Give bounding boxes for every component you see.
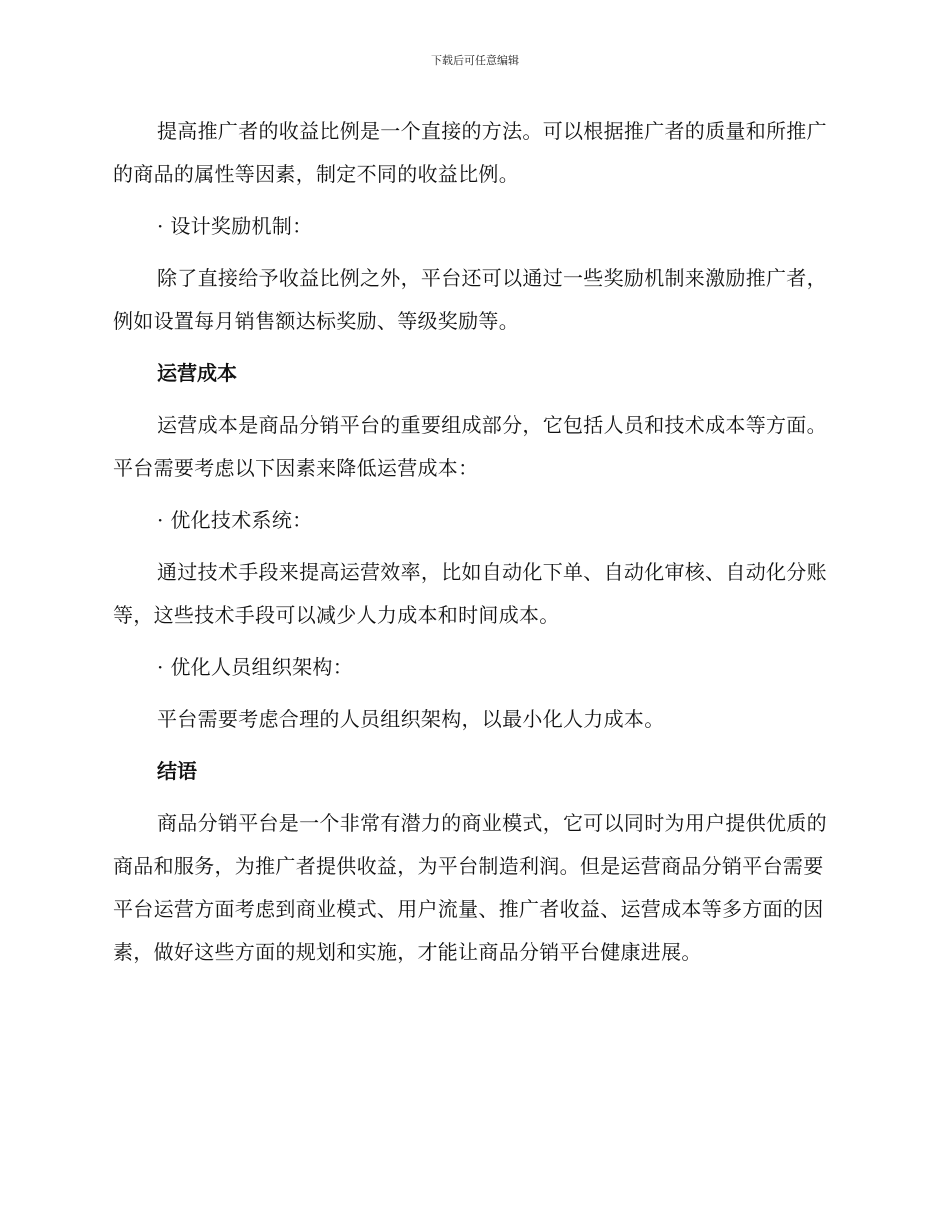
- page-header: 下载后可任意编辑: [431, 54, 519, 67]
- document-body: [113, 110, 833, 974]
- paragraph-reward-mechanism: 除了直接给予收益比例之外，平台还可以通过一些奖励机制来激励推广者，例如设置每月销售额达标奖励、等级奖励等。: [113, 266, 827, 333]
- heading-conclusion: 结语: [157, 759, 197, 783]
- paragraph-commission-ratio: 提高推广者的收益比例是一个直接的方法。可以根据推广者的质量和所推广的商品的属性等因素，制定不同的收益比例。: [113, 119, 827, 186]
- paragraph-optimize-tech: 通过技术手段来提高运营效率，比如自动化下单、自动化审核、自动化分账等，这些技术手段可以减少人力成本和时间成本。: [113, 560, 827, 627]
- bullet-optimize-staff: · 优化人员组织架构：: [157, 655, 354, 679]
- bullet-optimize-tech: · 优化技术系统：: [157, 508, 313, 532]
- paragraph-optimize-staff: 平台需要考虑合理的人员组织架构，以最小化人力成本。: [157, 707, 665, 731]
- bullet-reward-mechanism: · 设计奖励机制：: [157, 214, 313, 238]
- paragraph-operating-cost: 运营成本是商品分销平台的重要组成部分，它包括人员和技术成本等方面。平台需要考虑以下因素来降低运营成本：: [113, 413, 827, 480]
- heading-operating-cost: 运营成本: [157, 361, 237, 385]
- paragraph-conclusion: 商品分销平台是一个非常有潜力的商业模式，它可以同时为用户提供优质的商品和服务，为推广者提供收益，为平台制造利润。但是运营商品分销平台需要平台运营方面考虑到商业模式、用户流量、推广者收益、运营成本等多方面的因素，做好这些方面的规划和实施，才能让商品分销平台健康进展。: [113, 811, 827, 964]
